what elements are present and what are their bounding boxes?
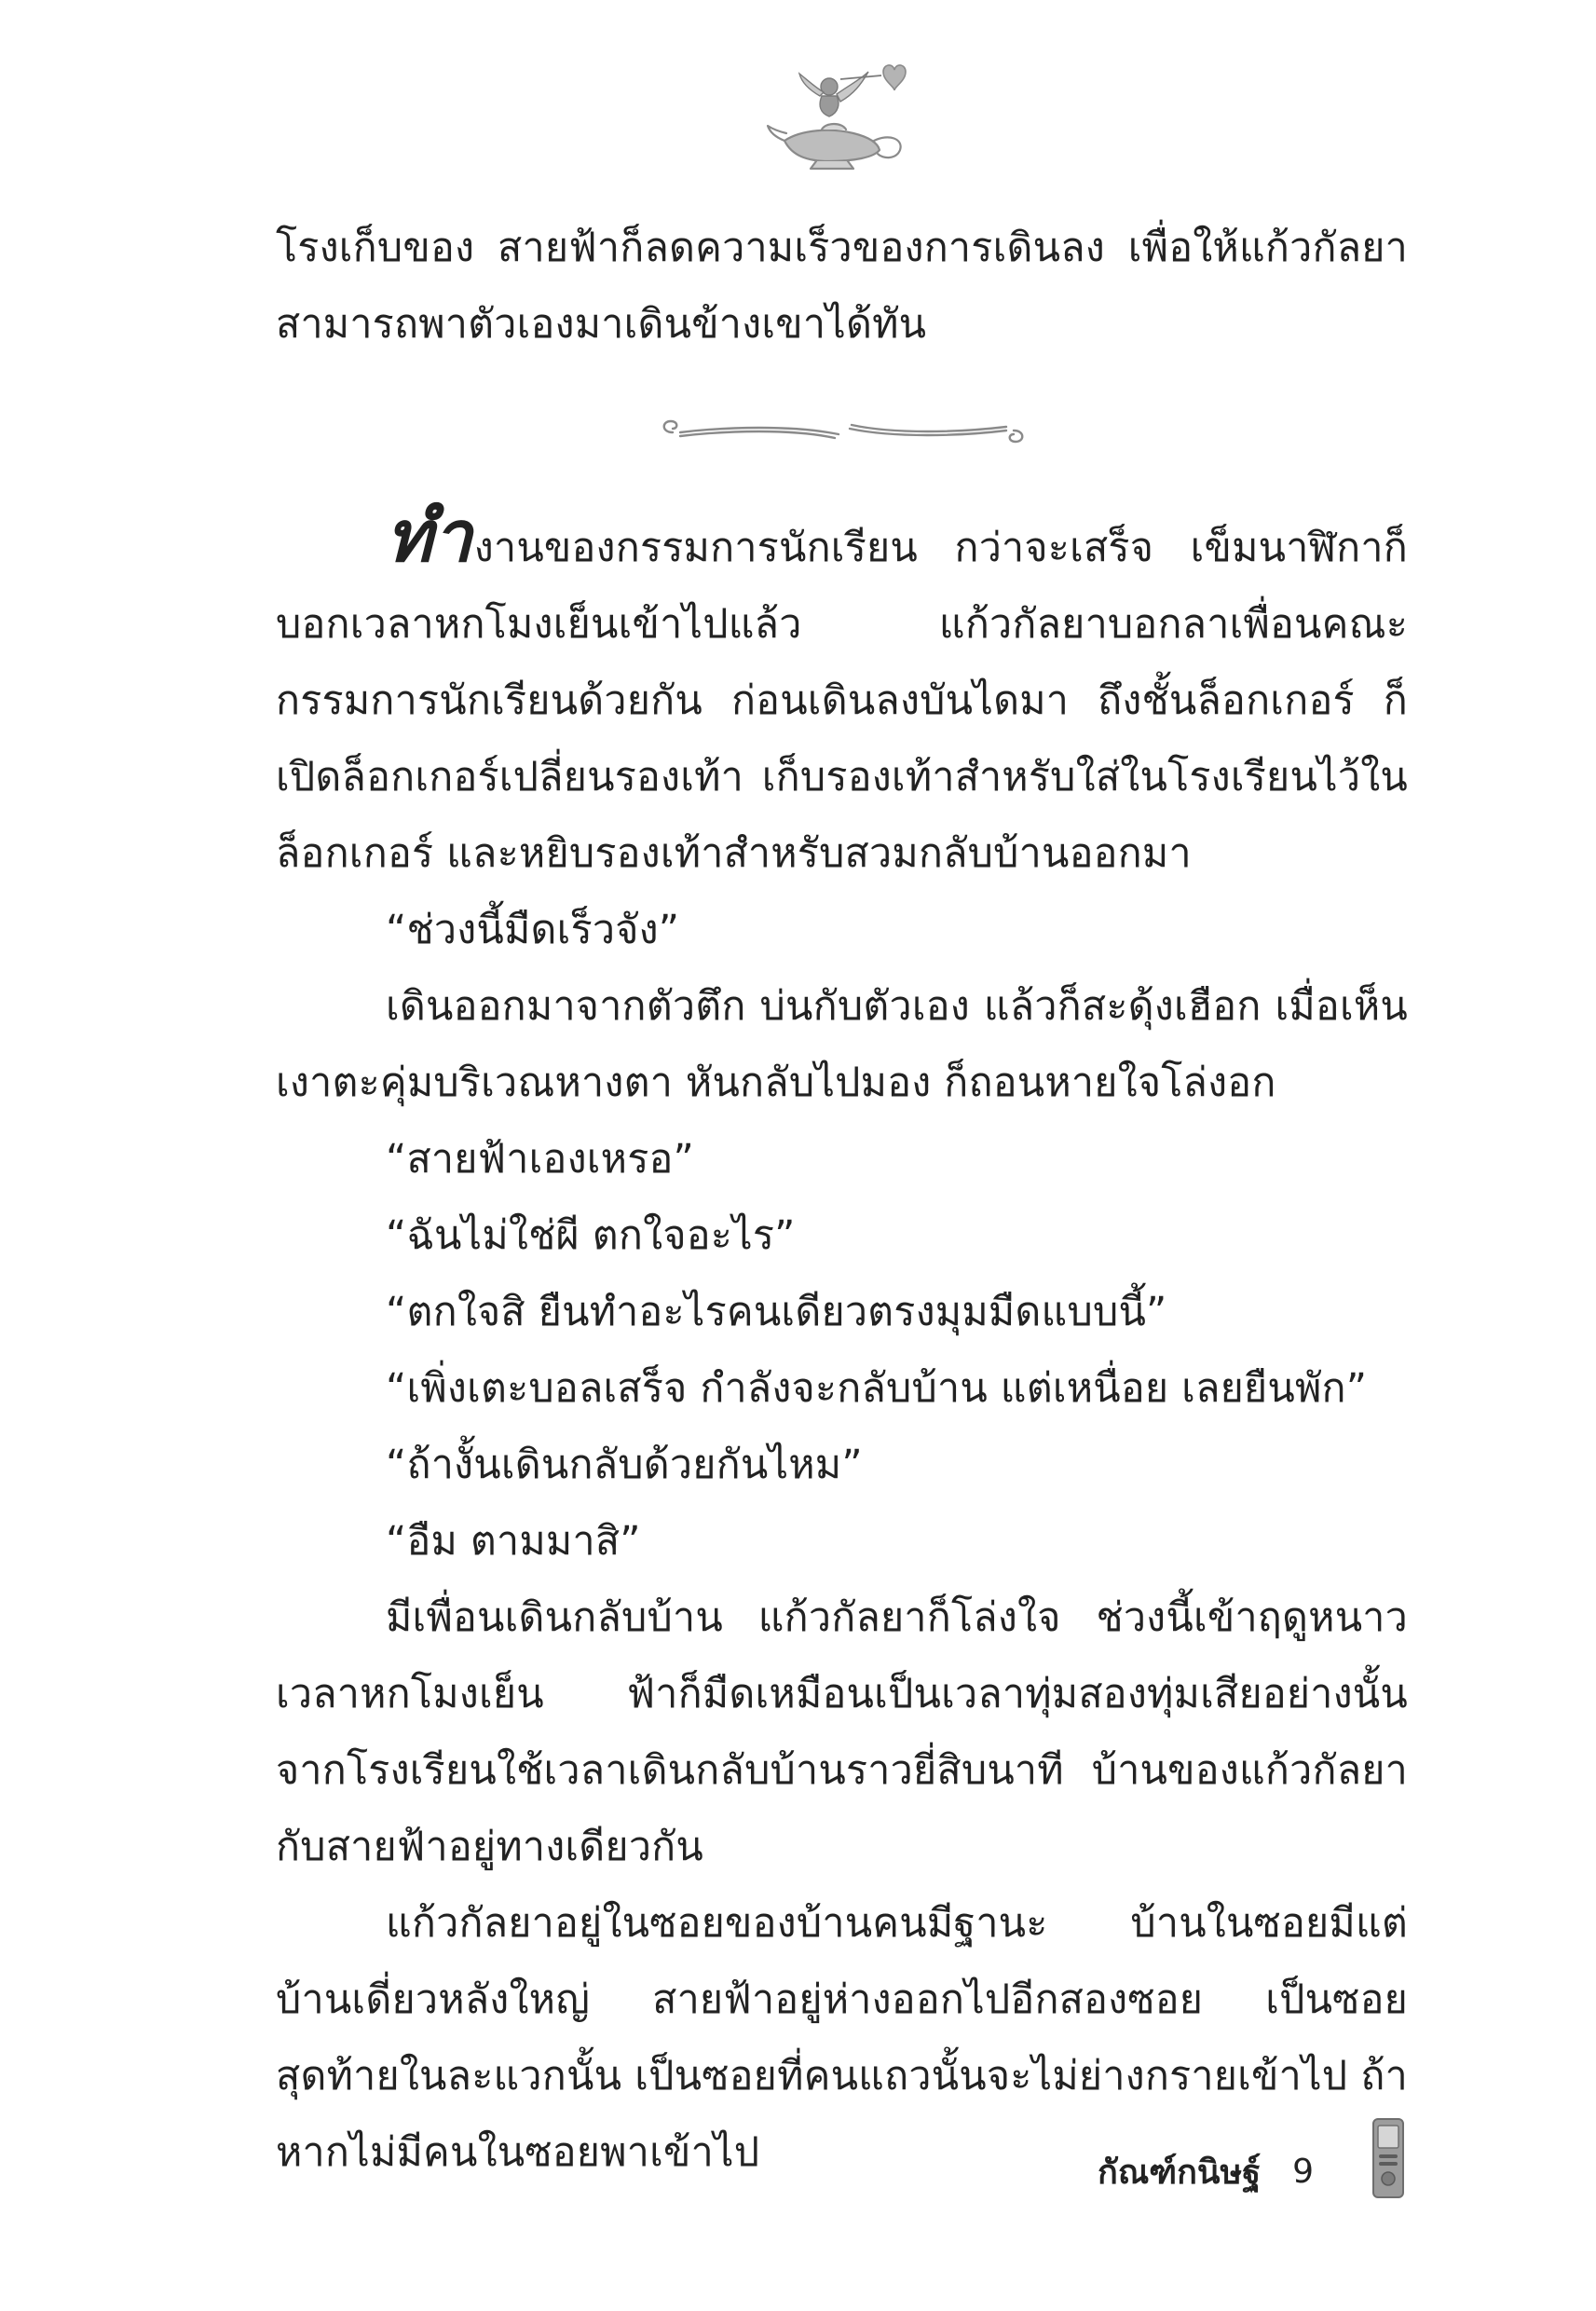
drop-word: ทำ [386, 495, 471, 578]
opening-paragraph-text: งานของกรรมการนักเรียน กว่าจะเสร็จ เข็มนาฬิกาก็บอกเวลาหกโมงเย็นเข้าไปแล้ว แก้วกัลยาบอกลาเพื่อนคณะกรรมการนักเรียนด้วยกัน ก่อนเดินลงบันไดมา ถึงชั้นล็อกเกอร์ ก็เปิดล็อกเกอร์เปลี่ยนรองเท้า เก็บรองเท้าสำหรับใส่ในโรงเรียนไว้ในล็อกเกอร์ และหยิบรองเท้าสำหรับสวมกลับบ้านออกมา [276, 525, 1408, 877]
cupid-teapot-ornament-icon [764, 51, 913, 172]
continuation-text [276, 210, 1408, 362]
paragraph: “เพิ่งเตะบอลเสร็จ กำลังจะกลับบ้าน แต่เหนื่อย เลยยืนพัก” [386, 1365, 1368, 1412]
paragraph: “ช่วงนี้มืดเร็วจัง” [386, 907, 680, 953]
paragraph: “สายฟ้าเองเหรอ” [386, 1136, 695, 1183]
voice-recorder-icon [1371, 2117, 1405, 2199]
paragraph: “อืม ตามมาสิ” [386, 1518, 641, 1565]
paragraph: “ถ้างั้นเดินกลับด้วยกันไหม” [386, 1442, 863, 1488]
scroll-divider-icon [652, 408, 1034, 453]
paragraph: “ฉันไม่ใช่ผี ตกใจอะไร” [386, 1212, 796, 1259]
paragraph: เดินออกมาจากตัวตึก บ่นกับตัวเอง แล้วก็สะดุ้งเฮือก เมื่อเห็นเงาตะคุ่มบริเวณหางตา หันกลับไปมอง ก็ถอนหายใจโล่งอก [276, 983, 1408, 1106]
paragraph: โรงเก็บของ สายฟ้าก็ลดความเร็วของการเดินลง เพื่อให้แก้วกัลยาสามารถพาตัวเองมาเดินข้างเขาได้ทัน [276, 225, 1408, 348]
page-number: 9 [1292, 2152, 1314, 2191]
paragraph: มีเพื่อนเดินกลับบ้าน แก้วกัลยาก็โล่งใจ ช่วงนี้เข้าฤดูหนาว เวลาหกโมงเย็น ฟ้าก็มืดเหมือนเป็นเวลาทุ่มสองทุ่มเสียอย่างนั้น จากโรงเรียนใช้เวลาเดินกลับบ้านราวยี่สิบนาที บ้านของแก้วกัลยากับสายฟ้าอยู่ทางเดียวกัน [276, 1594, 1408, 1870]
book-title: กัณฑ์กนิษฐ์ [1098, 2153, 1262, 2192]
section-body [276, 495, 1408, 2191]
paragraph: แก้วกัลยาอยู่ในซอยของบ้านคนมีฐานะ บ้านในซอยมีแต่บ้านเดี่ยวหลังใหญ่ สายฟ้าอยู่ห่างออกไปอีกสองซอย เป็นซอยสุดท้ายในละแวกนั้น เป็นซอยที่คนแถวนั้นจะไม่ย่างกรายเข้าไป ถ้าหากไม่มีคนในซอยพาเข้าไป [276, 1900, 1408, 2176]
opening-paragraph [276, 495, 1408, 892]
paragraph: “ตกใจสิ ยืนทำอะไรคนเดียวตรงมุมมืดแบบนี้” [386, 1289, 1167, 1335]
page-footer [1062, 2141, 1314, 2201]
